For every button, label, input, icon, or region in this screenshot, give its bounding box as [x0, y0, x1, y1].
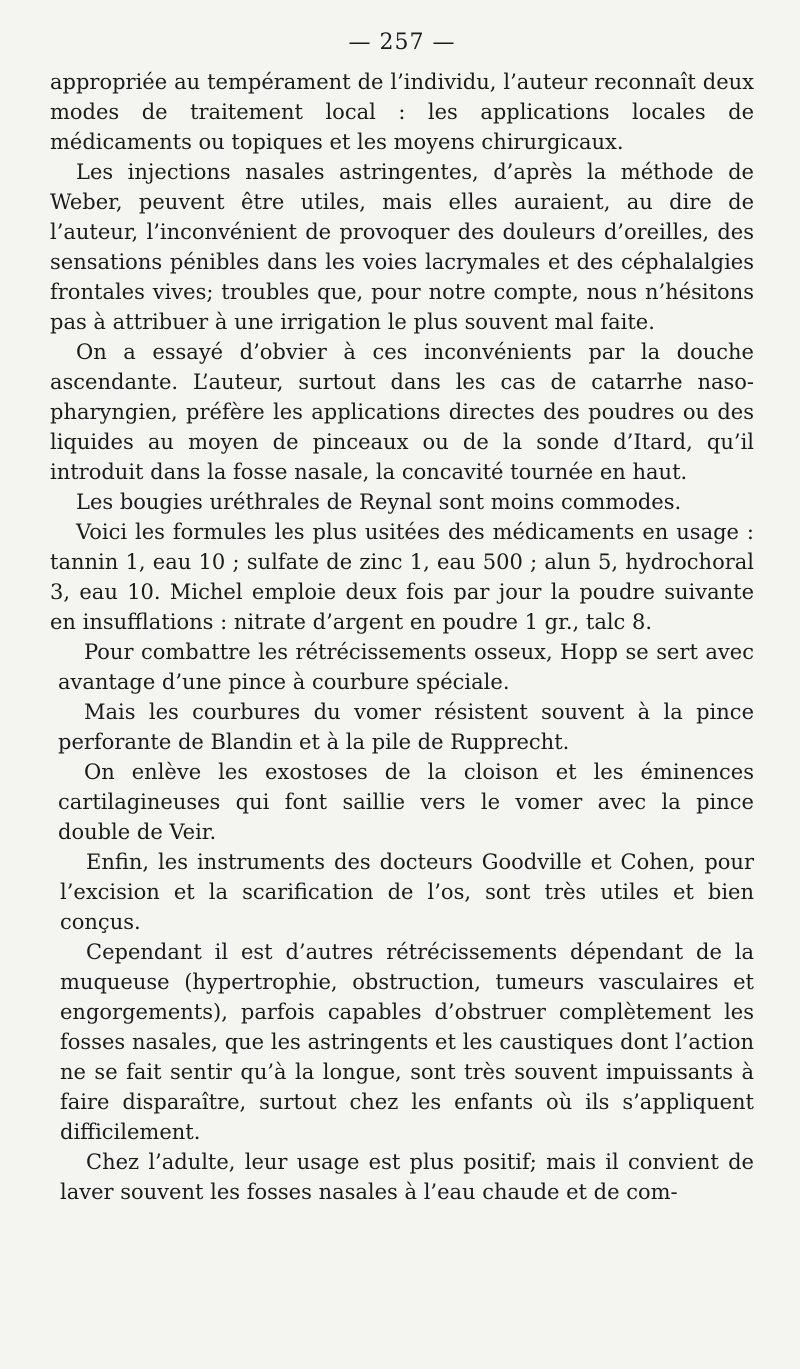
paragraph-4: Les bougies uréthrales de Reynal sont moins commodes. [76, 490, 682, 514]
paragraph-5: Voici les formules les plus usitées des médicaments en usage : tannin 1, eau 10 ; sulfate de zinc 1, eau 500 ; alun 5, hydrochoral 3, eau 10. Michel emploie deux fois par jour la poudre suivante en insufflations : nitrate d’argent en poudre 1 gr., talc 8. [50, 520, 754, 634]
paragraph-7: Mais les courbures du vomer résistent souvent à la pince perforante de Blandin et à la pile de Rupprecht. [58, 700, 754, 754]
page-number: — 257 — [348, 30, 456, 55]
body-text [50, 67, 754, 1207]
paragraph-3: On a essayé d’obvier à ces inconvénients par la douche ascendante. L’auteur, surtout dans les cas de catarrhe naso-pharyngien, préfère les applications directes des poudres ou des liquides au moyen de pinceaux ou de la sonde d’Itard, qu’il introduit dans la fosse nasale, la concavité tournée en haut. [50, 340, 754, 484]
paragraph-10: Cependant il est d’autres rétrécissements dépendant de la muqueuse (hypertrophie, obstruction, tumeurs vasculaires et engorgements), parfois capables d’obstruer complètement les fosses nasales, que les astringents et les caustiques dont l’action ne se fait sentir qu’à la longue, sont très souvent impuissants à faire disparaître, surtout chez les enfants où ils s’appliquent difficilement. [60, 940, 754, 1144]
paragraph-11: Chez l’adulte, leur usage est plus positif; mais il convient de laver souvent les fosses nasales à l’eau chaude et de com- [60, 1150, 754, 1204]
paragraph-9: Enfin, les instruments des docteurs Goodville et Cohen, pour l’excision et la scarification de l’os, sont très utiles et bien conçus. [60, 850, 754, 934]
paragraph-1: appropriée au tempérament de l’individu, l’auteur reconnaît deux modes de traitement local : les applications locales de médicaments ou topiques et les moyens chirurgicaux. [50, 70, 754, 154]
paragraph-8: On enlève les exostoses de la cloison et les éminences cartilagineuses qui font saillie vers le vomer avec la pince double de Veir. [58, 760, 754, 844]
paragraph-6: Pour combattre les rétrécissements osseux, Hopp se sert avec avantage d’une pince à courbure spéciale. [58, 640, 754, 694]
paragraph-2: Les injections nasales astringentes, d’après la méthode de Weber, peuvent être utiles, mais elles auraient, au dire de l’auteur, l’inconvénient de provoquer des douleurs d’oreilles, des sensations pénibles dans les voies lacrymales et des céphalalgies frontales vives; troubles que, pour notre compte, nous n’hésitons pas à attribuer à une irrigation le plus souvent mal faite. [50, 160, 754, 334]
